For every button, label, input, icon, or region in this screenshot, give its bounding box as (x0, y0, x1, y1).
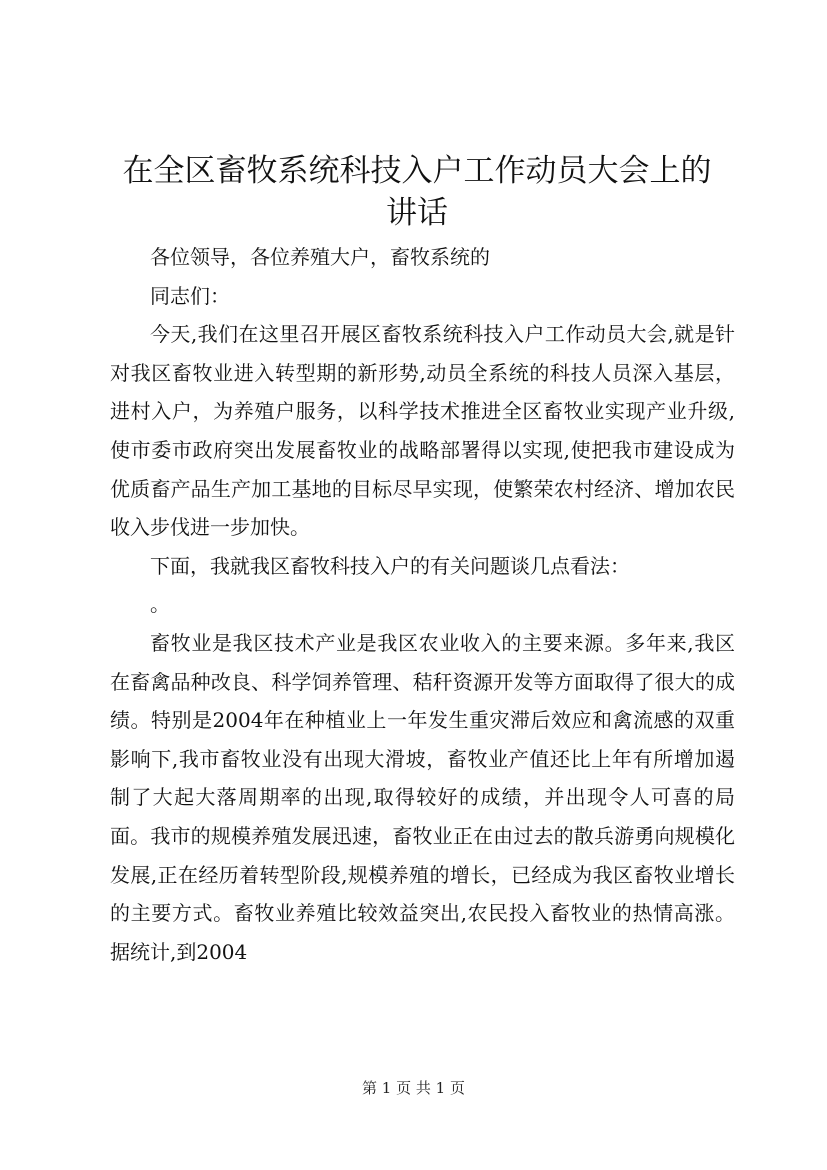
body-paragraph: 畜牧业是我区技术产业是我区农业收入的主要来源。多年来,我区在畜禽品种改良、科学饲养管理、秸秆资源开发等方面取得了很大的成绩。特别是2004年在种植业上一年发生重灾滞后效应和禽流感的双重影响下,我市畜牧业没有出现大滑坡，畜牧业产值还比上年有所增加遏制了大起大落周期率的出现,取得较好的成绩，并出现令人可喜的局面。我市的规模养殖发展迅速，畜牧业正在由过去的散兵游勇向规模化发展,正在经历着转型阶段,规模养殖的增长，已经成为我区畜牧业增长的主要方式。畜牧业养殖比较效益突出,农民投入畜牧业的热情高涨。据统计,到2004 (110, 630, 735, 964)
body-paragraph: 下面，我就我区畜牧科技入户的有关问题谈几点看法： (150, 553, 630, 578)
document-body (110, 238, 735, 971)
body-paragraph: 今天,我们在这里召开展区畜牧系统科技入户工作动员大会,就是针对我区畜牧业进入转型期的新形势,动员全系统的科技人员深入基层，进村入户，为养殖户服务，以科学技术推进全区畜牧业实现产业升级,使市委市政府突出发展畜牧业的战略部署得以实现,使把我市建设成为优质畜产品生产加工基地的目标尽早实现，使繁荣农村经济、增加农民收入步伐进一步加快。 (110, 322, 735, 540)
salutation-continuation: 同志们： (150, 283, 230, 308)
document-title: 在全区畜牧系统科技入户工作动员大会上的讲话 (122, 153, 712, 231)
body-paragraph: 。 (150, 592, 170, 617)
page-number-footer: 第 1 页 共 1 页 (362, 1079, 465, 1097)
salutation-paragraph: 各位领导，各位养殖大户，畜牧系统的 (150, 245, 490, 269)
